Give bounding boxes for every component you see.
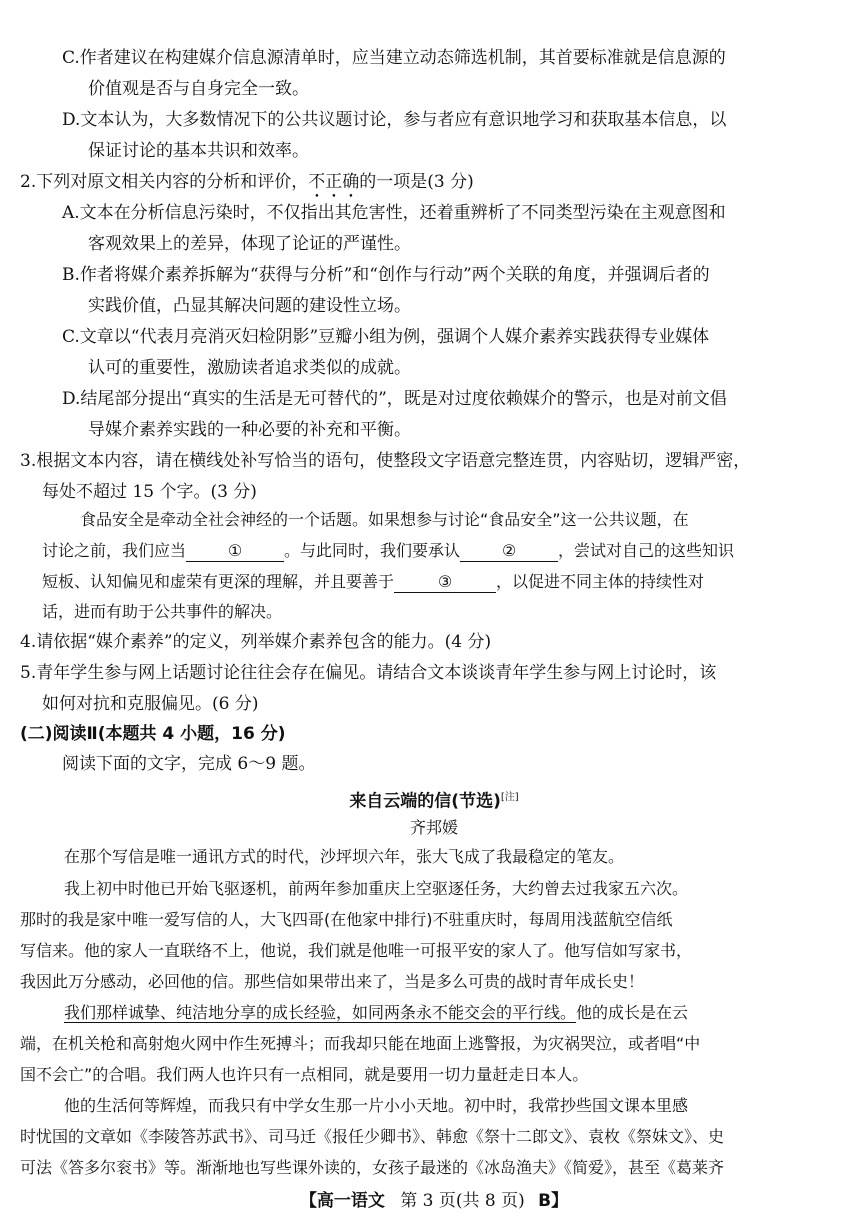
q1-option-d-line1: D.文本认为，大多数情况下的公共议题讨论，参与者应有意识地学习和获取基本信息，以 bbox=[62, 110, 727, 130]
passage-title-note: [注] bbox=[500, 792, 519, 803]
passage-p2-line4: 我因此万分感动，必回他的信。那些信如果带出来了，当是多么可贵的战时青年成长史！ bbox=[20, 972, 645, 991]
q1-option-c-line2: 价值观是否与自身完全一致。 bbox=[88, 79, 309, 99]
q3-passage-line2-a: 讨论之前，我们应当 bbox=[42, 541, 187, 560]
q3-passage-line3 bbox=[42, 570, 704, 594]
q2-option-a-line1: A.文本在分析信息污染时，不仅指出其危害性，还着重辨析了不同类型污染在主观意图和 bbox=[62, 203, 726, 223]
q3-passage-line4: 话，进而有助于公共事件的解决。 bbox=[42, 602, 283, 621]
q3-stem-line2: 每处不超过 15 个字。(3 分) bbox=[42, 482, 257, 502]
q3-passage-line2-b: 。与此同时，我们要承认 bbox=[284, 541, 461, 560]
q2-option-d-line2: 导媒介素养实践的一种必要的补充和平衡。 bbox=[88, 420, 411, 440]
footer-subject: 【高一语文 bbox=[299, 1191, 385, 1211]
passage-title-text: 来自云端的信(节选) bbox=[349, 791, 501, 812]
footer-version: B】 bbox=[538, 1191, 569, 1211]
passage-p3-line1-rest: 他的成长是在云 bbox=[576, 1003, 689, 1022]
q3-passage-line1: 食品安全是牵动全社会神经的一个话题。如果想参与讨论“食品安全”这一公共议题，在 bbox=[80, 510, 689, 529]
section2-instruction: 阅读下面的文字，完成 6～9 题。 bbox=[62, 754, 316, 774]
passage-p3-underlined: 我们那样诚挚、纯洁地分享的成长经验，如同两条永不能交会的平行线。 bbox=[64, 1003, 577, 1022]
q5-stem-line2: 如何对抗和克服偏见。(6 分) bbox=[42, 694, 259, 714]
passage-p1: 在那个写信是唯一通讯方式的时代，沙坪坝六年，张大飞成了我最稳定的笔友。 bbox=[64, 847, 625, 866]
q2-stem-emphasis: 不正确 bbox=[308, 172, 360, 192]
passage-p3-line2: 端，在机关枪和高射炮火网中作生死搏斗；而我却只能在地面上逃警报，为灾祸哭泣，或者唱“中 bbox=[20, 1034, 701, 1053]
q3-passage-line3-a: 短板、认知偏见和虚荣有更深的理解，并且要善于 bbox=[42, 572, 395, 591]
footer-page-number: 第 3 页(共 8 页) bbox=[400, 1191, 525, 1211]
q2-option-a-line2: 客观效果上的差异，体现了论证的严谨性。 bbox=[88, 234, 411, 254]
q2-option-c-line1: C.文章以“代表月亮消灭妇检阴影”豆瓣小组为例，强调个人媒介素养实践获得专业媒体 bbox=[62, 327, 710, 347]
passage-p4-line1: 他的生活何等辉煌，而我只有中学女生那一片小小天地。初中时，我常抄些国文课本里感 bbox=[64, 1096, 689, 1115]
q2-stem bbox=[20, 170, 474, 202]
q2-stem-pre: 2.下列对原文相关内容的分析和评价， bbox=[20, 172, 309, 192]
passage-p3-line1 bbox=[64, 1001, 688, 1025]
passage-author: 齐邦媛 bbox=[409, 818, 458, 837]
answer-blank-2[interactable]: ② bbox=[460, 541, 558, 562]
passage-p4-line2: 时忧国的文章如《李陵答苏武书》、司马迁《报任少卿书》、韩愈《祭十二郎文》、袁枚《祭妹文》、史 bbox=[20, 1127, 725, 1146]
passage-title bbox=[0, 786, 868, 814]
q5-stem-line1: 5.青年学生参与网上话题讨论往往会存在偏见。请结合文本谈谈青年学生参与网上讨论时，该 bbox=[20, 663, 717, 683]
q2-option-b-line1: B.作者将媒介素养拆解为“获得与分析”和“创作与行动”两个关联的角度，并强调后者的 bbox=[62, 265, 710, 285]
q3-passage-line3-b: ，以促进不同主体的持续性对 bbox=[496, 572, 705, 591]
section2-heading: (二)阅读Ⅱ(本题共 4 小题，16 分) bbox=[20, 724, 286, 744]
q2-option-d-line1: D.结尾部分提出“真实的生活是无可替代的”，既是对过度依赖媒介的警示，也是对前文倡 bbox=[62, 389, 727, 409]
q3-passage-line2-c: ，尝试对自己的这些知识 bbox=[558, 541, 735, 560]
q1-option-d-line2: 保证讨论的基本共识和效率。 bbox=[88, 141, 309, 161]
passage-p2-line2: 那时的我是家中唯一爱写信的人，大飞四哥(在他家中排行)不驻重庆时，每周用浅蓝航空信纸 bbox=[20, 910, 673, 929]
q1-option-c-line1: C.作者建议在构建媒介信息源清单时，应当建立动态筛选机制，其首要标准就是信息源的 bbox=[62, 48, 726, 68]
passage-p3-line3: 国不会亡”的合唱。我们两人也许只有一点相同，就是要用一切力量赶走日本人。 bbox=[20, 1065, 589, 1084]
passage-p4-line3: 可法《答多尔衮书》等。渐渐地也写些课外读的，女孩子最迷的《冰岛渔夫》《简爱》，甚至《葛莱齐 bbox=[20, 1158, 725, 1177]
q2-stem-post: 的一项是(3 分) bbox=[359, 172, 474, 192]
q3-stem-line1: 3.根据文本内容，请在横线处补写恰当的语句，使整段文字语意完整连贯，内容贴切，逻辑严密， bbox=[20, 451, 751, 471]
passage-p2-line3: 写信来。他的家人一直联络不上，他说，我们就是他唯一可报平安的家人了。他写信如写家书， bbox=[20, 941, 693, 960]
q2-option-c-line2: 认可的重要性，激励读者追求类似的成就。 bbox=[88, 358, 411, 378]
passage-p2-line1: 我上初中时他已开始飞驱逐机，前两年参加重庆上空驱逐任务，大约曾去过我家五六次。 bbox=[64, 879, 689, 898]
page-footer bbox=[0, 1186, 868, 1211]
answer-blank-1[interactable]: ① bbox=[186, 541, 284, 562]
q2-option-b-line2: 实践价值，凸显其解决问题的建设性立场。 bbox=[88, 296, 411, 316]
answer-blank-3[interactable]: ③ bbox=[394, 572, 496, 593]
q4-stem: 4.请依据“媒介素养”的定义，列举媒介素养包含的能力。(4 分) bbox=[20, 632, 492, 652]
q3-passage-line2 bbox=[42, 539, 734, 563]
